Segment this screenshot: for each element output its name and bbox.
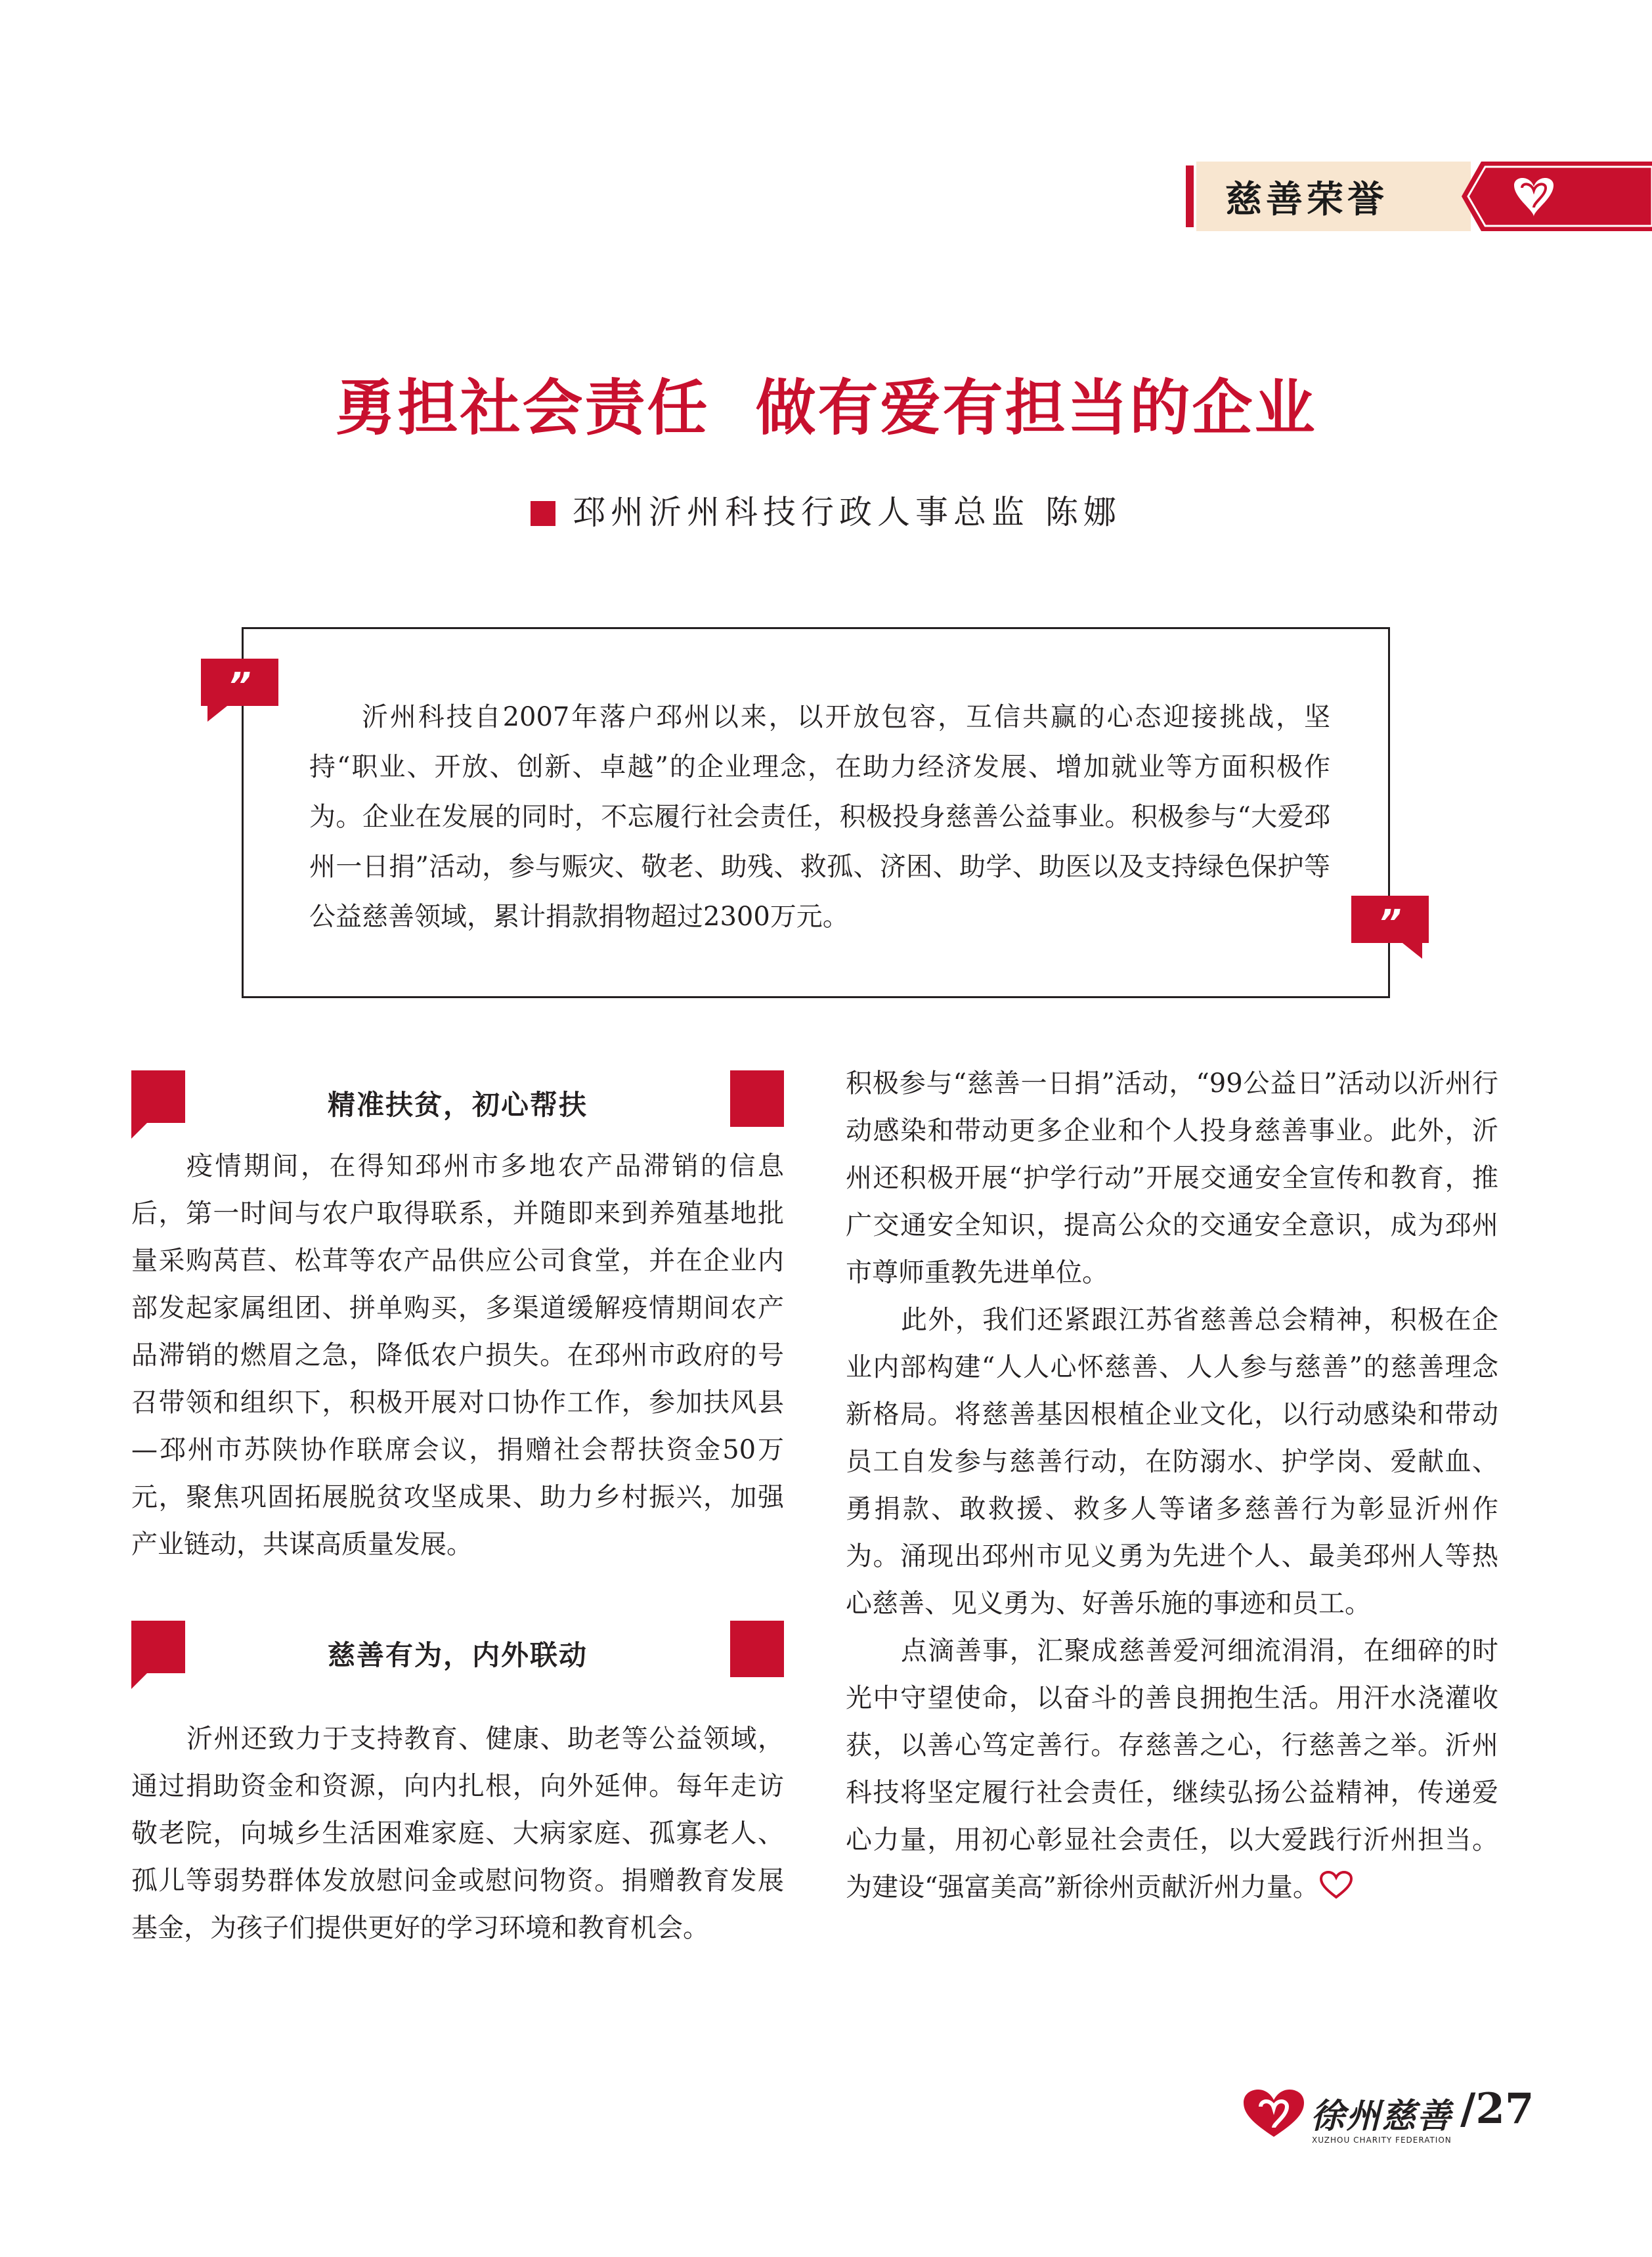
quote-mark-open: ” (228, 665, 251, 707)
quote-mark-icon (1351, 896, 1429, 959)
left-column-section-2 (131, 1715, 784, 1952)
footer-brand: 徐州慈善 (1311, 2096, 1453, 2136)
heart-logo-icon (1462, 162, 1652, 231)
quote-mark-close: ” (1378, 902, 1402, 944)
section-heading (131, 1070, 784, 1139)
tag-strip (1186, 165, 1194, 227)
section-heading-text: 精准扶贫，初心帮扶 (327, 1089, 588, 1121)
paragraph: 沂州还致力于支持教育、健康、助老等公益领域，通过捐助资金和资源，向内扎根，向外延伸。每年走访敬老院，向城乡生活困难家庭、大病家庭、孤寡老人、孤儿等弱势群体发放慰问金或慰问物资。捐赠教育发展基金，为孩子们提供更好的学习环境和教育机会。 (131, 1724, 784, 1943)
paragraph: 此外，我们还紧跟江苏省慈善总会精神，积极在企业内部构建“人人心怀慈善、人人参与慈善”的慈善理念新格局。将慈善基因根植企业文化，以行动感染和带动员工自发参与慈善行动，在防溺水、护学岗、爱献血、勇捐款、敢救援、救多人等诸多慈善行为彰显沂州作为。涌现出邳州市见义勇为先进个人、最美邳州人等热心慈善、见义勇为、好善乐施的事迹和员工。 (846, 1305, 1498, 1619)
article-title: 勇担社会责任 做有爱有担当的企业 (335, 372, 1317, 443)
byline-text: 邳州沂州科技行政人事总监 陈娜 (573, 493, 1121, 531)
summary-text: 沂州科技自2007年落户邳州以来，以开放包容，互信共赢的心态迎接挑战，坚持“职业、开放、创新、卓越”的企业理念，在助力经济发展、增加就业等方面积极作为。企业在发展的同时，不忘履行社会责任，积极投身慈善公益事业。积极参与“大爱邳州一日捐”活动，参与赈灾、敬老、助残、救孤、济困、助学、助医以及支持绿色保护等公益慈善领域，累计捐款捐物超过2300万元。 (309, 702, 1330, 932)
paragraph: 疫情期间，在得知邳州市多地农产品滞销的信息后，第一时间与农户取得联系，并随即来到养殖基地批量采购莴苣、松茸等农产品供应公司食堂，并在企业内部发起家属组团、拼单购买，多渠道缓解疫情期间农产品滞销的燃眉之急，降低农户损失。在邳州市政府的号召带领和组织下，积极开展对口协作工作，参加扶风县—邳州市苏陕协作联席会议，捐赠社会帮扶资金50万元，聚焦巩固拓展脱贫攻坚成果、助力乡村振兴，加强产业链动，共谋高质量发展。 (131, 1151, 784, 1560)
page-footer (1241, 2084, 1534, 2151)
square-bullet-icon (531, 501, 555, 526)
footer-brand-subtitle: XUZHOU CHARITY FEDERATION (1312, 2136, 1452, 2145)
heading-block-icon (730, 1070, 784, 1127)
section-tag-label: 慈善荣誉 (1225, 179, 1388, 221)
page-number: /27 (1460, 2084, 1534, 2134)
paragraph-last (846, 1627, 1498, 1911)
right-column (846, 1060, 1498, 1911)
section-heading (131, 1621, 784, 1689)
paragraph-text: 点滴善事，汇聚成慈善爱河细流涓涓，在细碎的时光中守望使命，以奋斗的善良拥抱生活。用汗水浇灌收获，以善心笃定善行。存慈善之心，行慈善之举。沂州科技将坚定履行社会责任，继续弘扬公益精神，传递爱心力量，用初心彰显社会责任，以大爱践行沂州担当。为建设“强富美高”新徐州贡献沂州力量。 (846, 1636, 1498, 1902)
section-tag (1186, 162, 1652, 231)
quote-mark-icon (201, 659, 278, 722)
heart-logo-icon (1241, 2087, 1307, 2139)
section-heading-text: 慈善有为，内外联动 (327, 1639, 588, 1671)
left-column-section-1 (131, 1143, 784, 1568)
heading-block-icon (730, 1621, 784, 1677)
paragraph-continuation: 积极参与“慈善一日捐”活动，“99公益日”活动以沂州行动感染和带动更多企业和个人投身慈善事业。此外，沂州还积极开展“护学行动”开展交通安全宣传和教育，推广交通安全知识，提高公众的交通安全意识，成为邳州市尊师重教先进单位。 (846, 1068, 1498, 1288)
byline (0, 486, 1652, 533)
heart-outline-icon (1319, 1871, 1353, 1900)
summary-box (242, 627, 1390, 998)
